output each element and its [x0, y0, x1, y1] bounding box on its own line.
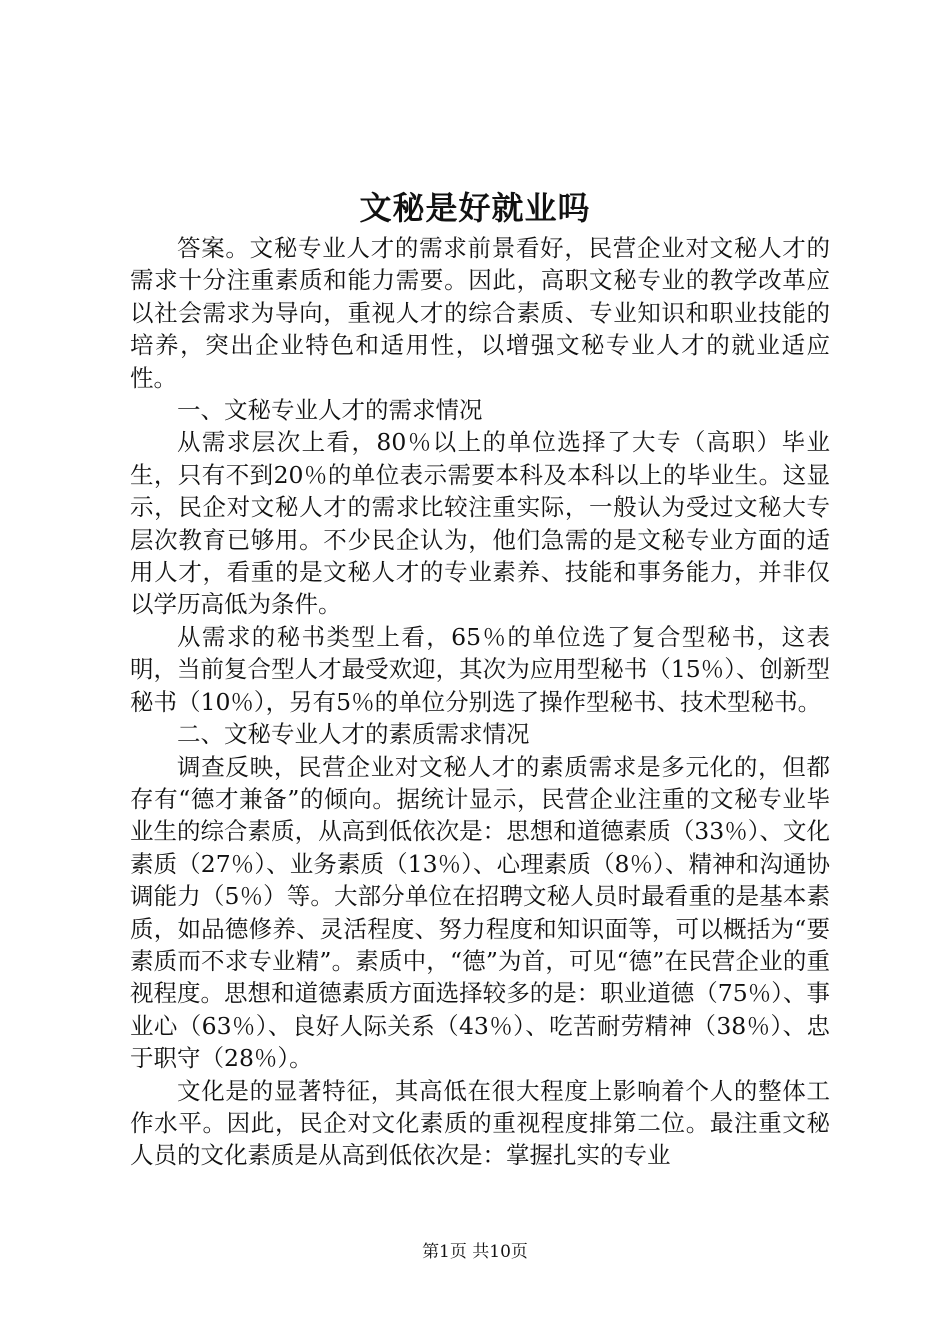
- document-body: [130, 232, 830, 1172]
- paragraph-intro: 答案。文秘专业人才的需求前景看好，民营企业对文秘人才的需求十分注重素质和能力需要。因此，高职文秘专业的教学改革应以社会需求为导向，重视人才的综合素质、专业知识和职业技能的培养，突出企业特色和适用性，以增强文秘专业人才的就业适应性。: [130, 234, 830, 392]
- section-heading-1: 一、文秘专业人才的需求情况: [177, 396, 483, 425]
- paragraph-secretary-type: 从需求的秘书类型上看，65％的单位选了复合型秘书，这表明，当前复合型人才最受欢迎，其次为应用型秘书（15％）、创新型秘书（10％），另有5％的单位分别选了操作型秘书、技术型秘书。: [130, 622, 830, 716]
- section-heading-2: 二、文秘专业人才的素质需求情况: [177, 720, 530, 749]
- paragraph-quality-demand: 调查反映，民营企业对文秘人才的素质需求是多元化的，但都存有“德才兼备”的倾向。据统计显示，民营企业注重的文秘专业毕业生的综合素质，从高到低依次是：思想和道德素质（33％）、文化素质（27％）、业务素质（13％）、心理素质（8％）、精神和沟通协调能力（5％）等。大部分单位在招聘文秘人员时最看重的是基本素质，如品德修养、灵活程度、努力程度和知识面等，可以概括为“要素质而不求专业精”。素质中，“德”为首，可见“德”在民营企业的重视程度。思想和道德素质方面选择较多的是：职业道德（75％）、事业心（63％）、良好人际关系（43％）、吃苦耐劳精神（38％）、忠于职守（28％）。: [130, 752, 830, 1073]
- page-title: 文秘是好就业吗: [359, 189, 591, 227]
- page-footer: 第1页 共10页: [422, 1242, 528, 1262]
- paragraph-demand-level: 从需求层次上看，80％以上的单位选择了大专（高职）毕业生，只有不到20％的单位表示需要本科及本科以上的毕业生。这显示，民企对文秘人才的需求比较注重实际，一般认为受过文秘大专层次教育已够用。不少民企认为，他们急需的是文秘专业方面的适用人才，看重的是文秘人才的专业素养、技能和事务能力，并非仅以学历高低为条件。: [130, 428, 830, 619]
- paragraph-culture: 文化是的显著特征，其高低在很大程度上影响着个人的整体工作水平。因此，民企对文化素质的重视程度排第二位。最注重文秘人员的文化素质是从高到低依次是：掌握扎实的专业: [130, 1076, 830, 1170]
